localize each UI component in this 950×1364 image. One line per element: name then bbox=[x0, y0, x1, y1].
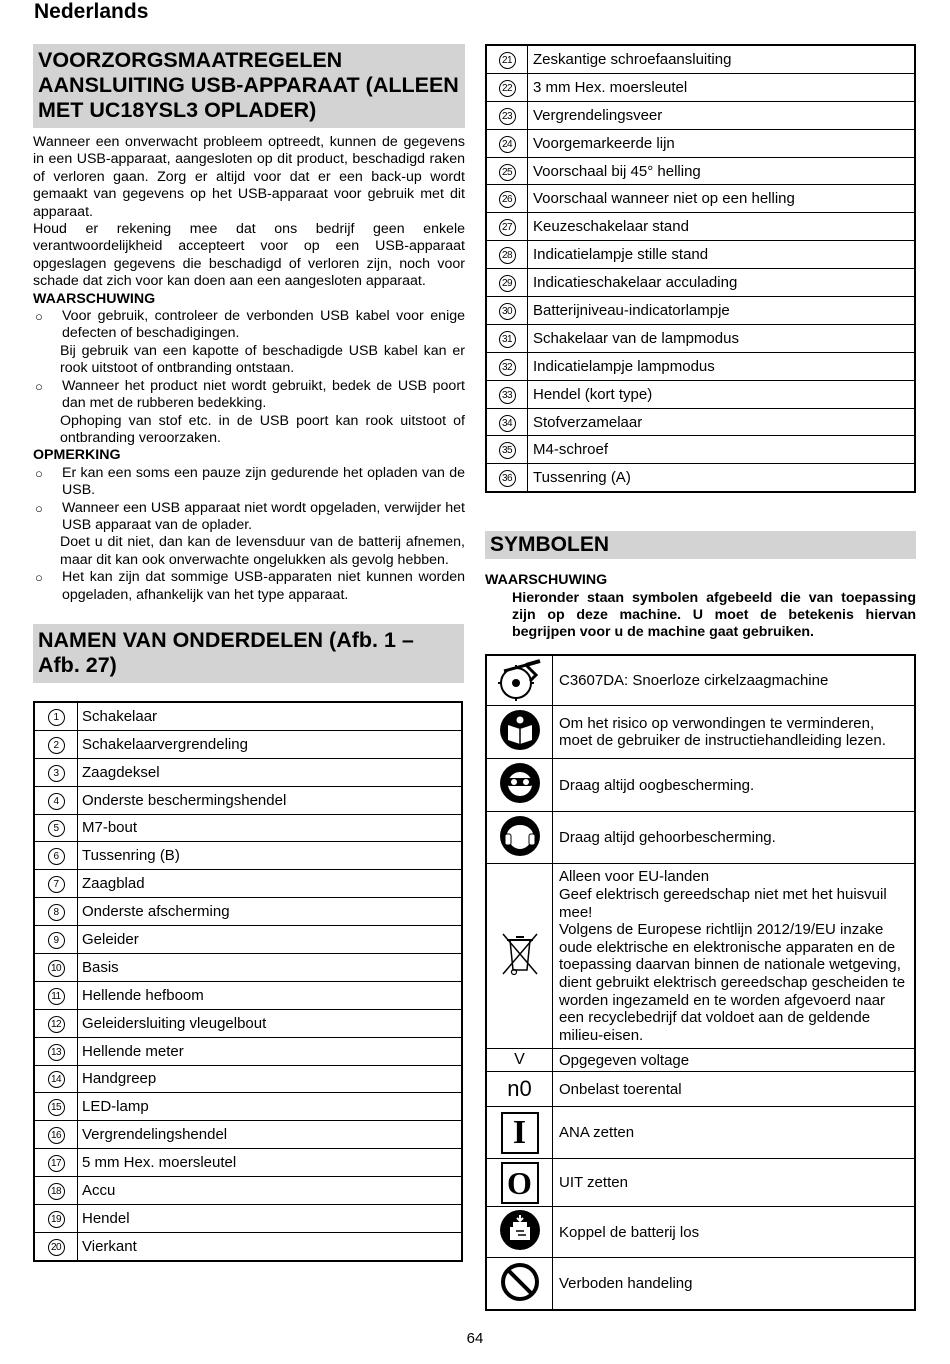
bullet-circle-icon: ○ bbox=[35, 465, 43, 481]
part-label: Onderste beschermingshendel bbox=[78, 786, 463, 814]
part-number-cell bbox=[34, 926, 78, 954]
part-number-cell bbox=[34, 786, 78, 814]
part-label: Tussenring (B) bbox=[78, 842, 463, 870]
part-number: 33 bbox=[499, 387, 516, 404]
part-number: 4 bbox=[48, 793, 65, 810]
part-number-cell bbox=[34, 981, 78, 1009]
parts-row bbox=[486, 73, 915, 101]
part-number: 27 bbox=[499, 219, 516, 236]
part-label: Voorgemarkeerde lijn bbox=[528, 129, 916, 157]
bullet-circle-icon: ○ bbox=[35, 500, 43, 516]
symbol-text: Verboden handeling bbox=[553, 1258, 916, 1310]
parts-row bbox=[34, 758, 462, 786]
part-number-cell bbox=[34, 1037, 78, 1065]
symbol-text: Om het risico op verwondingen te verminderen, moet de gebruiker de instructiehandleiding lezen. bbox=[553, 706, 916, 759]
part-label: Geleider bbox=[78, 926, 463, 954]
part-number: 18 bbox=[48, 1183, 65, 1200]
page-number: 64 bbox=[466, 1330, 484, 1347]
parts-row bbox=[34, 953, 462, 981]
part-label: 3 mm Hex. moersleutel bbox=[528, 73, 916, 101]
parts-row bbox=[34, 702, 462, 730]
part-number: 3 bbox=[48, 765, 65, 782]
symbols-table bbox=[485, 654, 916, 1311]
parts-row bbox=[486, 45, 915, 73]
part-number: 34 bbox=[499, 415, 516, 432]
part-number: 17 bbox=[48, 1155, 65, 1172]
bullet-circle-icon: ○ bbox=[35, 570, 43, 586]
part-label: Stofverzamelaar bbox=[528, 408, 916, 436]
part-number-cell bbox=[486, 73, 528, 101]
symbol-row bbox=[486, 1258, 915, 1310]
no-load-speed-symbol: n0 bbox=[486, 1072, 553, 1107]
part-number-cell bbox=[486, 352, 528, 380]
part-label: Geleidersluiting vleugelbout bbox=[78, 1009, 463, 1037]
bullet-item bbox=[33, 569, 465, 604]
bullet-text: Voor gebruik, controleer de verbonden USB kabel voor enige defecten of beschadigingen. bbox=[62, 308, 465, 342]
part-label: Zaagdeksel bbox=[78, 758, 463, 786]
part-number-cell bbox=[34, 870, 78, 898]
part-label: Vierkant bbox=[78, 1232, 463, 1260]
part-label: Vergrendelingsveer bbox=[528, 101, 916, 129]
part-label: Voorschaal wanneer niet op een helling bbox=[528, 185, 916, 213]
symbol-text: C3607DA: Snoerloze cirkelzaagmachine bbox=[553, 655, 916, 706]
part-number: 7 bbox=[48, 876, 65, 893]
part-number: 6 bbox=[48, 848, 65, 865]
part-number: 29 bbox=[499, 275, 516, 292]
bullet-text: Het kan zijn dat sommige USB-apparaten niet kunnen worden opgeladen, afhankelijk van het type apparaat. bbox=[62, 569, 465, 603]
part-label: Handgreep bbox=[78, 1065, 463, 1093]
read-manual-icon bbox=[499, 709, 541, 751]
part-number-cell bbox=[486, 45, 528, 73]
part-number-cell bbox=[486, 241, 528, 269]
symbol-row bbox=[486, 1049, 915, 1072]
part-number-cell bbox=[486, 185, 528, 213]
note-label: OPMERKING bbox=[33, 447, 121, 464]
parts-row bbox=[486, 129, 915, 157]
part-label: Vergrendelingshendel bbox=[78, 1121, 463, 1149]
symbol-text: Opgegeven voltage bbox=[553, 1049, 916, 1072]
bullet-circle-icon: ○ bbox=[35, 309, 43, 325]
parts-row bbox=[486, 324, 915, 352]
symbol-text: Alleen voor EU-landen Geef elektrisch gereedschap niet met het huisvuil mee! Volgens de Europese richtlijn 2012/19/EU inzake oude elektrische en elektronische apparaten en de toepassing daarvan binnen de nationale wetgeving, dient gebruikt elektrisch gereedschap gescheiden te worden ingezameld en te worden afgevoerd naar een recyclebedrijf dat voldoet aan de geldende milieu-eisen. bbox=[553, 864, 916, 1049]
part-label: Batterijniveau-indicatorlampje bbox=[528, 297, 916, 325]
bullet-text: Wanneer een USB apparaat niet wordt opgeladen, verwijder het USB apparaat van de oplader. bbox=[62, 499, 465, 533]
bullet-item bbox=[33, 378, 465, 413]
symbol-row bbox=[486, 1107, 915, 1159]
part-label: Indicatielampje stille stand bbox=[528, 241, 916, 269]
usb-heading: VOORZORGSMAATREGELEN AANSLUITING USB-APPARAAT (ALLEEN MET UC18YSL3 OPLADER) bbox=[33, 44, 465, 128]
bullet-item bbox=[33, 465, 465, 500]
part-number: 1 bbox=[48, 709, 65, 726]
part-number-cell bbox=[34, 758, 78, 786]
ear-protection-icon bbox=[499, 815, 541, 857]
switch-off-icon: O bbox=[501, 1162, 539, 1204]
symbol-icon-cell bbox=[486, 812, 553, 864]
part-label: Hendel bbox=[78, 1205, 463, 1233]
warning-label: WAARSCHUWING bbox=[33, 290, 156, 307]
parts-row bbox=[486, 213, 915, 241]
symbol-icon-cell bbox=[486, 1107, 553, 1159]
parts-row bbox=[486, 185, 915, 213]
part-number: 21 bbox=[499, 52, 516, 69]
part-number-cell bbox=[34, 1065, 78, 1093]
eye-protection-icon bbox=[499, 762, 541, 804]
circular-saw-icon bbox=[496, 657, 544, 701]
parts-row bbox=[486, 297, 915, 325]
symbol-row bbox=[486, 655, 915, 706]
part-number-cell bbox=[486, 213, 528, 241]
part-number-cell bbox=[34, 953, 78, 981]
symbol-text: Onbelast toerental bbox=[553, 1072, 916, 1107]
part-number: 15 bbox=[48, 1099, 65, 1116]
parts-row bbox=[486, 380, 915, 408]
part-number-cell bbox=[486, 101, 528, 129]
bullet-circle-icon: ○ bbox=[35, 378, 43, 394]
part-number-cell bbox=[34, 898, 78, 926]
part-number-cell bbox=[34, 1121, 78, 1149]
bullet-subtext: Doet u dit niet, dan kan de levensduur van de batterij afnemen, maar dit kan ook onverwachte ongelukken als gevolg hebben. bbox=[60, 534, 465, 568]
right-column bbox=[485, 44, 916, 1311]
bullet-item bbox=[33, 308, 465, 343]
usb-paragraph-2: Houd er rekening mee dat ons bedrijf geen enkele verantwoordelijkheid accepteert voor op een USB-apparaat opgeslagen gegevens die beschadigd of verloren zijn, noch voor schade dat zich voor kan doen aan een aangesloten apparaat. bbox=[33, 221, 465, 290]
part-label: Voorschaal bij 45° helling bbox=[528, 157, 916, 185]
symbols-warning-label: WAARSCHUWING bbox=[485, 572, 608, 589]
part-number-cell bbox=[486, 157, 528, 185]
language-title: Nederlands bbox=[34, 0, 149, 23]
part-label: M4-schroef bbox=[528, 436, 916, 464]
part-number-cell bbox=[486, 324, 528, 352]
part-number: 23 bbox=[499, 108, 516, 125]
bullet-subtext: Bij gebruik van een kapotte of beschadigde USB kabel kan er rook uitstoot of ontbranding ontstaan. bbox=[60, 342, 465, 377]
symbols-intro-block bbox=[485, 572, 916, 642]
parts-row bbox=[486, 157, 915, 185]
part-number: 12 bbox=[48, 1016, 65, 1033]
part-label: Hellende meter bbox=[78, 1037, 463, 1065]
bullet-subtext: Ophoping van stof etc. in de USB poort kan rook uitstoot of ontbranding veroorzaken. bbox=[60, 412, 465, 446]
parts-row bbox=[486, 352, 915, 380]
part-label: Schakelaarvergrendeling bbox=[78, 730, 463, 758]
part-label: Indicatielampje lampmodus bbox=[528, 352, 916, 380]
prohibited-icon bbox=[499, 1261, 541, 1303]
voltage-symbol: V bbox=[486, 1049, 553, 1072]
parts-row bbox=[486, 408, 915, 436]
symbols-heading: SYMBOLEN bbox=[485, 531, 916, 559]
part-number-cell bbox=[34, 730, 78, 758]
part-number-cell bbox=[34, 1205, 78, 1233]
symbol-row bbox=[486, 864, 915, 1049]
parts-heading: NAMEN VAN ONDERDELEN (Afb. 1 – Afb. 27) bbox=[33, 624, 464, 683]
symbols-intro: Hieronder staan symbolen afgebeeld die van toepassing zijn op deze machine. U moet de betekenis hiervan begrijpen voor u de machine gaat gebruiken. bbox=[512, 589, 916, 641]
part-number: 25 bbox=[499, 164, 516, 181]
part-label: Schakelaar van de lampmodus bbox=[528, 324, 916, 352]
usb-section-body bbox=[33, 134, 465, 604]
parts-row bbox=[34, 1065, 462, 1093]
part-number-cell bbox=[486, 269, 528, 297]
part-number-cell bbox=[486, 464, 528, 492]
weee-bin-icon bbox=[498, 930, 542, 978]
symbol-icon-cell bbox=[486, 1207, 553, 1258]
bullet-text: Er kan een soms een pauze zijn gedurende het opladen van de USB. bbox=[62, 464, 465, 499]
symbol-row bbox=[486, 706, 915, 759]
symbol-text: ANA zetten bbox=[553, 1107, 916, 1159]
bullet-item bbox=[33, 500, 465, 535]
parts-row bbox=[34, 1009, 462, 1037]
parts-row bbox=[34, 1121, 462, 1149]
symbol-icon-cell bbox=[486, 706, 553, 759]
part-label: Basis bbox=[78, 953, 463, 981]
part-number-cell bbox=[486, 129, 528, 157]
parts-row bbox=[34, 1177, 462, 1205]
part-number-cell bbox=[486, 408, 528, 436]
parts-row bbox=[34, 1149, 462, 1177]
symbol-icon-cell bbox=[486, 1159, 553, 1207]
symbol-icon-cell bbox=[486, 759, 553, 812]
part-number: 36 bbox=[499, 470, 516, 487]
part-number: 20 bbox=[48, 1239, 65, 1256]
parts-row bbox=[34, 842, 462, 870]
part-label: Keuzeschakelaar stand bbox=[528, 213, 916, 241]
part-number-cell bbox=[486, 297, 528, 325]
part-number-cell bbox=[34, 814, 78, 842]
parts-row bbox=[34, 981, 462, 1009]
parts-row bbox=[34, 926, 462, 954]
part-number: 13 bbox=[48, 1044, 65, 1061]
part-number-cell bbox=[486, 380, 528, 408]
parts-row bbox=[486, 464, 915, 492]
left-column bbox=[33, 44, 465, 1262]
parts-table-right bbox=[485, 44, 916, 493]
part-number-cell bbox=[34, 1009, 78, 1037]
part-number: 14 bbox=[48, 1071, 65, 1088]
symbol-icon-cell bbox=[486, 655, 553, 706]
part-number-cell bbox=[34, 1177, 78, 1205]
parts-row bbox=[34, 1205, 462, 1233]
parts-row bbox=[486, 436, 915, 464]
part-number-cell bbox=[34, 702, 78, 730]
part-number: 5 bbox=[48, 820, 65, 837]
symbol-text: UIT zetten bbox=[553, 1159, 916, 1207]
parts-row bbox=[486, 269, 915, 297]
part-label: LED-lamp bbox=[78, 1093, 463, 1121]
parts-row bbox=[34, 730, 462, 758]
bullet-text: Wanneer het product niet wordt gebruikt, bedek de USB poort dan met de rubberen bedekking. bbox=[62, 377, 465, 412]
symbol-row bbox=[486, 759, 915, 812]
parts-row bbox=[486, 101, 915, 129]
symbol-text: Draag altijd oogbescherming. bbox=[553, 759, 916, 812]
part-label: 5 mm Hex. moersleutel bbox=[78, 1149, 463, 1177]
part-number: 26 bbox=[499, 191, 516, 208]
parts-table-left bbox=[33, 701, 463, 1262]
parts-row bbox=[34, 1093, 462, 1121]
symbol-text: Koppel de batterij los bbox=[553, 1207, 916, 1258]
part-number-cell bbox=[34, 1149, 78, 1177]
parts-row bbox=[34, 814, 462, 842]
usb-paragraph-1: Wanneer een onverwacht probleem optreedt, kunnen de gegevens in een USB-apparaat, aangesloten op dit product, beschadigd raken of verloren gaan. Zorg er altijd voor dat er een back-up wordt gemaakt van gegevens op het USB-apparaat voor gebruik met dit apparaat. bbox=[33, 134, 465, 220]
part-number: 31 bbox=[499, 331, 516, 348]
symbol-row bbox=[486, 1159, 915, 1207]
part-label: Accu bbox=[78, 1177, 463, 1205]
part-label: Onderste afscherming bbox=[78, 898, 463, 926]
part-number: 19 bbox=[48, 1211, 65, 1228]
parts-row bbox=[34, 1232, 462, 1260]
part-number-cell bbox=[34, 842, 78, 870]
symbol-row bbox=[486, 1207, 915, 1258]
part-label: Hellende hefboom bbox=[78, 981, 463, 1009]
part-number: 2 bbox=[48, 737, 65, 754]
parts-row bbox=[486, 241, 915, 269]
part-number: 8 bbox=[48, 904, 65, 921]
disconnect-battery-icon bbox=[499, 1209, 541, 1251]
part-label: Zeskantige schroefaansluiting bbox=[528, 45, 916, 73]
part-label: Zaagblad bbox=[78, 870, 463, 898]
part-label: Hendel (kort type) bbox=[528, 380, 916, 408]
part-number: 10 bbox=[48, 960, 65, 977]
part-number: 28 bbox=[499, 247, 516, 264]
part-label: M7-bout bbox=[78, 814, 463, 842]
part-number-cell bbox=[34, 1093, 78, 1121]
part-number: 16 bbox=[48, 1127, 65, 1144]
part-label: Indicatieschakelaar acculading bbox=[528, 269, 916, 297]
part-label: Tussenring (A) bbox=[528, 464, 916, 492]
part-number: 35 bbox=[499, 442, 516, 459]
parts-row bbox=[34, 786, 462, 814]
part-label: Schakelaar bbox=[78, 702, 463, 730]
symbol-row bbox=[486, 812, 915, 864]
parts-row bbox=[34, 898, 462, 926]
switch-on-icon: I bbox=[501, 1112, 539, 1154]
symbol-row bbox=[486, 1072, 915, 1107]
part-number: 22 bbox=[499, 80, 516, 97]
part-number: 32 bbox=[499, 359, 516, 376]
part-number: 24 bbox=[499, 136, 516, 153]
part-number-cell bbox=[34, 1232, 78, 1260]
part-number: 30 bbox=[499, 303, 516, 320]
part-number: 11 bbox=[48, 988, 65, 1005]
symbol-icon-cell bbox=[486, 1258, 553, 1310]
parts-row bbox=[34, 870, 462, 898]
part-number-cell bbox=[486, 436, 528, 464]
part-number: 9 bbox=[48, 932, 65, 949]
parts-row bbox=[34, 1037, 462, 1065]
symbol-text: Draag altijd gehoorbescherming. bbox=[553, 812, 916, 864]
symbol-icon-cell bbox=[486, 864, 553, 1049]
